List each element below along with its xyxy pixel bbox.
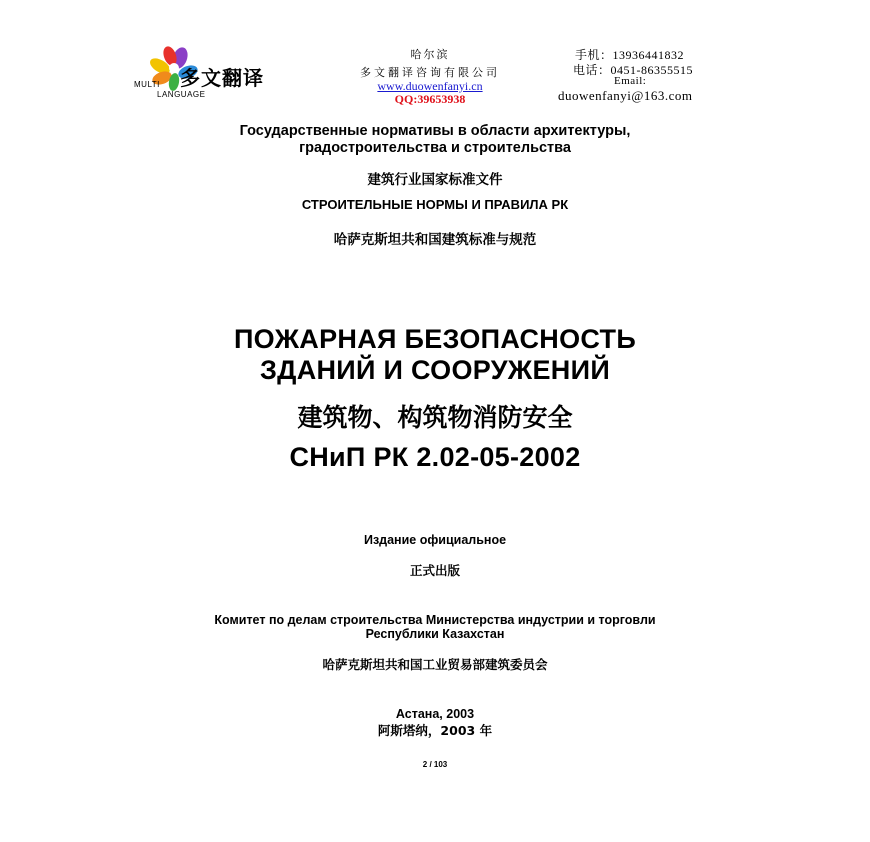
company-name: 多文翻译咨询有限公司: [360, 66, 500, 79]
series-title-ru-line1: Государственные нормативы в области архитектуры,: [239, 123, 631, 139]
company-website-link[interactable]: www.duowenfanyi.cn: [377, 79, 483, 93]
contact-email[interactable]: duowenfanyi@163.com: [558, 88, 693, 103]
place-year-cn: 阿斯塔纳，2003 年: [377, 723, 493, 738]
contact-email-label: Email:: [614, 75, 647, 87]
norms-title-ru: СТРОИТЕЛЬНЫЕ НОРМЫ И ПРАВИЛА РК: [301, 197, 569, 212]
place-year-ru: Астана, 2003: [395, 707, 475, 721]
company-city: 哈尔滨: [410, 48, 450, 61]
committee-cn: 哈萨克斯坦共和国工业贸易部建筑委员会: [322, 657, 548, 672]
contact-mobile: 手机：13936441832: [575, 48, 685, 62]
document-code: СНиП РК 2.02-05-2002: [289, 442, 581, 472]
committee-ru-line2: Республики Казахстан: [365, 627, 505, 641]
series-title-cn: 建筑行业国家标准文件: [367, 172, 503, 188]
logo-multi-text: MULTI: [134, 80, 160, 89]
committee-ru-line1: Комитет по делам строительства Министерства индустрии и торговли: [214, 613, 656, 627]
main-title-cn: 建筑物、构筑物消防安全: [297, 403, 573, 432]
page-number: 2 / 103: [422, 760, 448, 769]
contact-telephone: 电话：0451-86355515: [573, 63, 693, 77]
logo-language-text: LANGUAGE: [157, 90, 206, 99]
norms-title-cn: 哈萨克斯坦共和国建筑标准与规范: [333, 232, 537, 248]
main-title-ru-line2: ЗДАНИЙ И СООРУЖЕНИЙ: [259, 355, 611, 385]
series-title-ru-line2: градостроительства и строительства: [299, 140, 571, 156]
company-qq: QQ:39653938: [394, 92, 466, 106]
main-title-ru-line1: ПОЖАРНАЯ БЕЗОПАСНОСТЬ: [233, 324, 637, 354]
edition-cn: 正式出版: [409, 563, 460, 578]
logo-chinese-text: 多文翻译: [180, 66, 264, 90]
edition-ru: Издание официальное: [363, 533, 507, 547]
